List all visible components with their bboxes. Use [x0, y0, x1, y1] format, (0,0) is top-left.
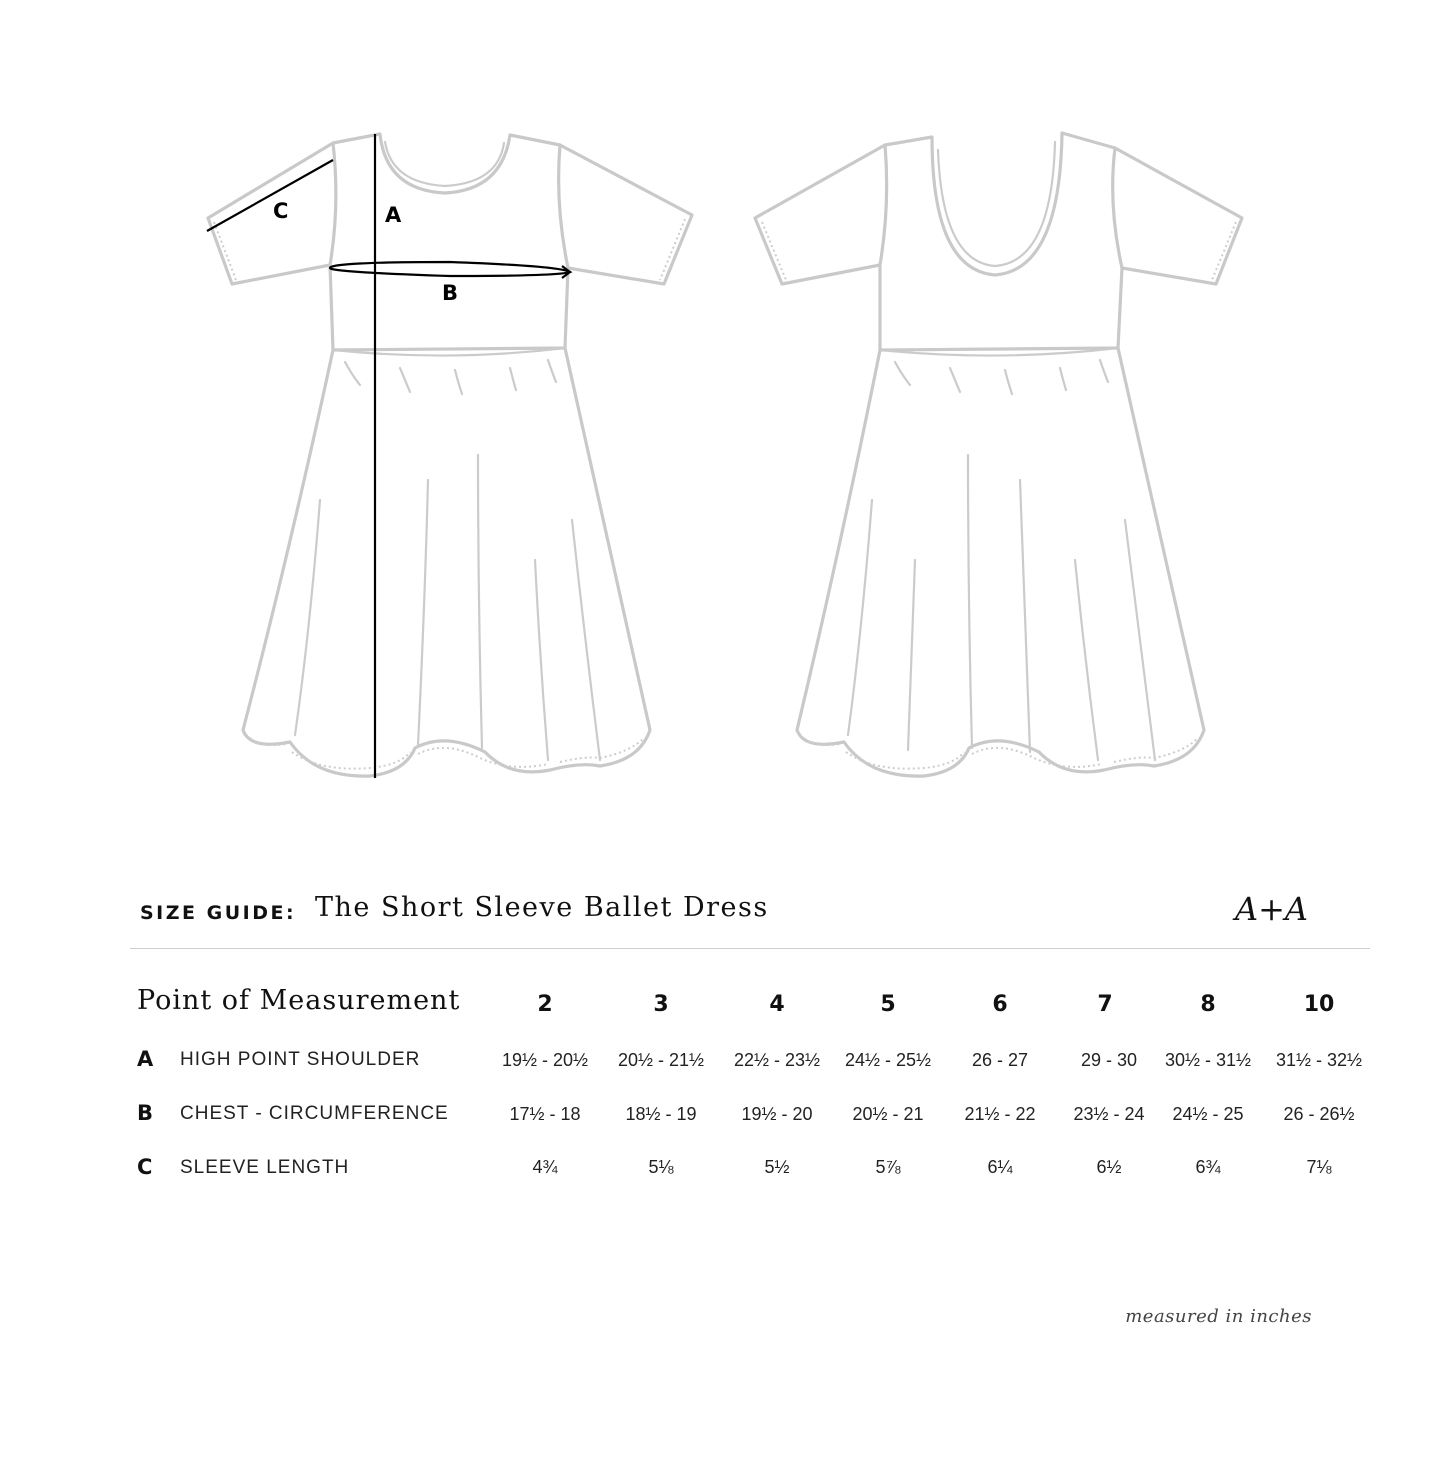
- table-cell: 30½ - 31½: [1164, 1050, 1252, 1070]
- label-c: C: [273, 199, 289, 223]
- table-cell: 26 - 26½: [1283, 1104, 1355, 1124]
- size-header: 3: [653, 992, 669, 1017]
- table-cell: 29 - 30: [1080, 1050, 1138, 1070]
- table-cell: 24½ - 25: [1172, 1104, 1244, 1124]
- table-cell: 18½ - 19: [625, 1104, 697, 1124]
- row-name: CHEST - CIRCUMFERENCE: [180, 1103, 449, 1124]
- brand-logo: A+A: [1234, 890, 1308, 928]
- size-header: 8: [1200, 992, 1216, 1017]
- table-cell: 23½ - 24: [1073, 1104, 1145, 1124]
- table-cell: 22½ - 23½: [733, 1050, 821, 1070]
- size-guide-title-row: [140, 890, 1320, 940]
- size-header: 6: [992, 992, 1008, 1017]
- table-cell: 19½ - 20½: [501, 1050, 589, 1070]
- table-cell: 6¾: [1195, 1157, 1221, 1177]
- size-header: 4: [769, 992, 785, 1017]
- units-footnote: measured in inches: [1125, 1306, 1312, 1327]
- table-cell: 4¾: [532, 1157, 558, 1177]
- table-cell: 20½ - 21½: [617, 1050, 705, 1070]
- size-guide-label: SIZE GUIDE:: [140, 902, 297, 924]
- front-dress-illustration: [207, 134, 692, 778]
- label-a: A: [385, 203, 402, 227]
- table-cell: 7⅛: [1306, 1157, 1332, 1177]
- table-cell: 6¼: [987, 1157, 1013, 1177]
- table-cell: 5½: [764, 1157, 790, 1177]
- table-cell: 26 - 27: [971, 1050, 1029, 1070]
- row-name: HIGH POINT SHOULDER: [180, 1049, 421, 1070]
- row-name: SLEEVE LENGTH: [180, 1157, 350, 1178]
- table-cell: 19½ - 20: [741, 1104, 813, 1124]
- table-header-label: Point of Measurement: [137, 985, 461, 1016]
- table-cell: 31½ - 32½: [1275, 1050, 1363, 1070]
- measure-line-c: [207, 160, 333, 231]
- table-cell: 17½ - 18: [509, 1104, 581, 1124]
- measure-line-b: [330, 262, 570, 276]
- size-header: 10: [1303, 992, 1335, 1017]
- table-cell: 6½: [1096, 1157, 1122, 1177]
- row-letter: A: [137, 1047, 154, 1071]
- table-cell: 20½ - 21: [852, 1104, 924, 1124]
- size-header: 5: [880, 992, 896, 1017]
- row-letter: C: [137, 1155, 153, 1179]
- table-cell: 24½ - 25½: [844, 1050, 932, 1070]
- product-title: The Short Sleeve Ballet Dress: [315, 892, 769, 923]
- table-cell: 5⅛: [648, 1157, 674, 1177]
- size-header: 7: [1097, 992, 1113, 1017]
- table-cell: 21½ - 22: [964, 1104, 1036, 1124]
- label-b: B: [442, 281, 459, 305]
- divider: [130, 948, 1370, 949]
- back-dress-illustration: [755, 133, 1242, 776]
- table-cell: 5⅞: [875, 1157, 901, 1177]
- size-header: 2: [537, 992, 553, 1017]
- row-letter: B: [137, 1101, 154, 1125]
